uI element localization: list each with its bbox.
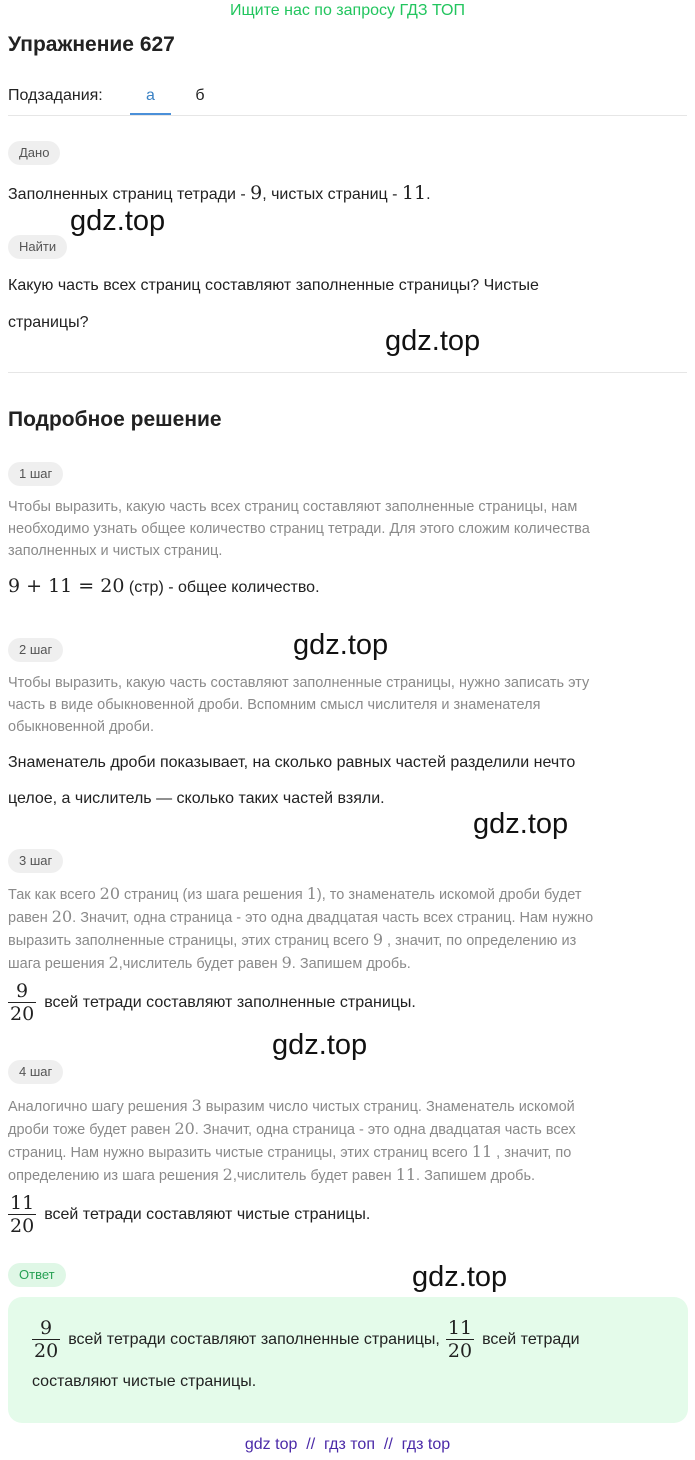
subtasks-divider [8, 115, 687, 116]
subtasks-label: Подзадания: [8, 87, 103, 104]
step-4-explanation: Аналогично шагу решения 3 выразим число чистых страниц. Знаменатель искомой дроби тоже будет равен 20. Значит, одна страница - это одна двадцатая часть всех страниц. Нам нужно выразить чистые страницы, этих страниц всего 11 , значит, по определению из шага решения 2,числитель будет равен 11. Запишем дробь. [8, 1096, 576, 1184]
step-3-chip: 3 шаг [8, 849, 63, 873]
step-2-rule-line-2: целое, а числитель — сколько таких частей взяли. [8, 790, 385, 807]
find-chip: Найти [8, 235, 67, 259]
page-title: Упражнение 627 [8, 33, 175, 56]
watermark: gdz.top [293, 629, 389, 661]
answer-fraction-filled: $\frac{9}{20}$ [34, 1317, 59, 1362]
step-4-chip: 4 шаг [8, 1060, 63, 1084]
step-1-explanation: Чтобы выразить, какую часть всех страниц составляют заполненные страницы, нам необходимо узнать общее количество страниц тетради. Для этого сложим количества заполненных и чистых страниц. [8, 499, 590, 559]
watermark: gdz.top [385, 325, 481, 357]
fraction-filled: $\frac{9}{20}$ [10, 980, 35, 1025]
solution-title: Подробное решение [8, 408, 222, 431]
step-4-result: $\frac{11}{20}$ всей тетради составляют чистые страницы. [10, 1192, 371, 1237]
given-text: Заполненных страниц тетради - 9, чистых страниц - 11. [8, 182, 431, 204]
given-chip: Дано [8, 141, 60, 165]
fraction-clean: $\frac{11}{20}$ [10, 1192, 35, 1237]
sum-formula: 9 + 11 = 20 [8, 575, 125, 597]
step-1-chip: 1 шаг [8, 462, 63, 486]
step-3-result: $\frac{9}{20}$ всей тетради составляют заполненные страницы. [10, 980, 416, 1025]
answer-line-1: $\frac{9}{20}$ всей тетради составляют заполненные страницы, $\frac{11}{20}$ всей тетради [34, 1317, 580, 1362]
watermark: gdz.top [272, 1029, 368, 1061]
step-2-rule-line-1: Знаменатель дроби показывает, на сколько равных частей разделили нечто [8, 754, 576, 771]
step-2-chip: 2 шаг [8, 638, 63, 662]
section-divider [8, 372, 687, 373]
step-2-explanation: Чтобы выразить, какую часть составляют заполненные страницы, нужно записать эту часть в виде обыкновенной дроби. Вспомним смысл числителя и знаменателя обыкновенной дроби. [8, 675, 590, 735]
search-banner: Ищите нас по запросу ГДЗ ТОП [230, 2, 465, 19]
answer-line-2: составляют чистые страницы. [32, 1373, 257, 1390]
answer-fraction-clean: $\frac{11}{20}$ [447, 1317, 473, 1362]
find-text-line-2: страницы? [8, 314, 89, 331]
watermark: gdz.top [412, 1261, 508, 1293]
step-1-formula: 9 + 11 = 20 (стр) - общее количество. [8, 575, 320, 597]
watermark: gdz.top [473, 808, 569, 840]
tab-b[interactable]: б [195, 87, 205, 104]
watermark: gdz.top [70, 205, 166, 237]
step-3-explanation: Так как всего 20 страниц (из шага решения 1), то знаменатель искомой дроби будет равен 20. Значит, одна страница - это одна двадцатая часть всех страниц. Нам нужно выразить заполненные страницы, этих страниц всего 9 , значит, по определению из шага решения 2,числитель будет равен 9. Запишем дробь. [8, 884, 594, 972]
answer-chip: Ответ [8, 1263, 66, 1287]
find-text-line-1: Какую часть всех страниц составляют заполненные страницы? Чистые [8, 277, 539, 294]
tab-a[interactable]: а [146, 87, 155, 104]
footer-links[interactable]: gdz top // гдз топ // гдз top [244, 1436, 451, 1453]
